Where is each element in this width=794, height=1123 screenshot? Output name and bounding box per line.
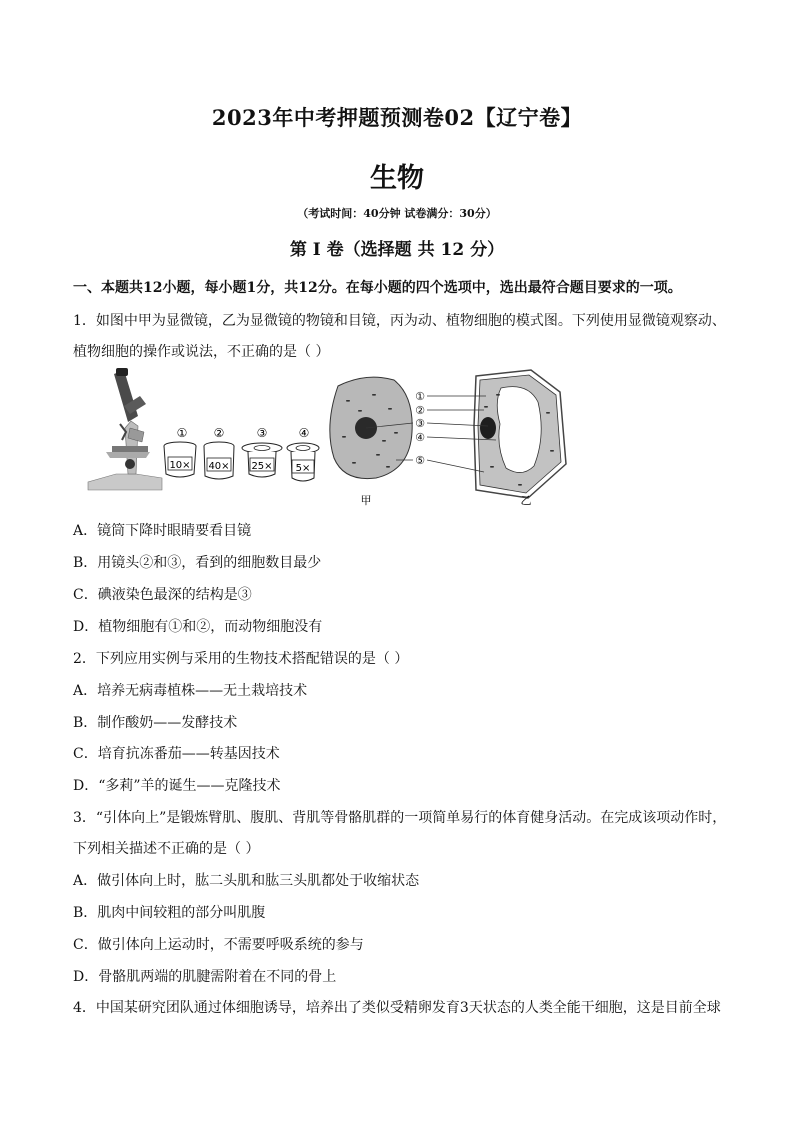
lens-mag-4: 5× bbox=[295, 463, 311, 474]
plant-cell-diagram bbox=[474, 370, 566, 507]
cell-label-1: ① bbox=[415, 390, 425, 403]
q2-option-d: D．“多莉”羊的诞生——克隆技术 bbox=[73, 778, 281, 794]
q3-option-b: B．肌肉中间较粗的部分叫肌腹 bbox=[73, 905, 266, 921]
q2-option-a: A．培养无病毒植株——无土栽培技术 bbox=[73, 683, 308, 699]
lens-number-1: ① bbox=[176, 426, 188, 440]
lens-mag-1: 10× bbox=[169, 460, 191, 471]
q1-stem-line-1: 1．如图中甲为显微镜，乙为显微镜的物镜和目镜，丙为动、植物细胞的模式图。下列使用显微镜观察动、 bbox=[73, 313, 726, 329]
q3-stem-line-2: 下列相关描述不正确的是（ ） bbox=[73, 841, 260, 857]
lens-mag-2: 40× bbox=[208, 461, 230, 472]
lens-number-2: ② bbox=[213, 426, 225, 440]
microscope-cell-figure bbox=[76, 366, 596, 508]
cell-label-4: ④ bbox=[415, 431, 425, 444]
animal-cell-diagram bbox=[330, 377, 412, 507]
q1-option-b: B．用镜头②和③，看到的细胞数目最少 bbox=[73, 555, 322, 571]
part-heading: 第 I 卷（选择题 共 12 分） bbox=[289, 240, 505, 260]
q2-option-b: B．制作酸奶——发酵技术 bbox=[73, 715, 238, 731]
caption-jia: 甲 bbox=[360, 494, 372, 507]
caption-yi: 乙 bbox=[520, 494, 532, 507]
lens-number-4: ④ bbox=[298, 426, 310, 440]
q3-option-a: A．做引体向上时，肱二头肌和肱三头肌都处于收缩状态 bbox=[73, 873, 420, 889]
q2-option-c: C．培育抗冻番茄——转基因技术 bbox=[73, 746, 280, 762]
cell-label-2: ② bbox=[415, 404, 425, 417]
q3-option-d: D．骨骼肌两端的肌腱需附着在不同的骨上 bbox=[73, 969, 337, 985]
lens-group bbox=[164, 426, 319, 481]
q1-option-a: A．镜筒下降时眼睛要看目镜 bbox=[73, 523, 252, 539]
lens-number-3: ③ bbox=[256, 426, 268, 440]
cell-label-5: ⑤ bbox=[415, 454, 425, 467]
exam-meta: （考试时间：40分钟 试卷满分：30分） bbox=[297, 207, 497, 220]
q1-option-d: D．植物细胞有①和②，而动物细胞没有 bbox=[73, 619, 323, 635]
exam-title: 2023年中考押题预测卷02【辽宁卷】 bbox=[211, 105, 583, 130]
q2-stem: 2．下列应用实例与采用的生物技术搭配错误的是（ ） bbox=[73, 651, 409, 667]
q4-stem-line-1: 4．中国某研究团队通过体细胞诱导，培养出了类似受精卵发育3天状态的人类全能干细胞，这是目前全球 bbox=[73, 1000, 721, 1016]
lens-mag-3: 25× bbox=[251, 461, 273, 472]
q1-option-c: C．碘液染色最深的结构是③ bbox=[73, 587, 252, 603]
q1-stem-line-2: 植物细胞的操作或说法，不正确的是（ ） bbox=[73, 344, 330, 360]
cell-label-3: ③ bbox=[415, 417, 425, 430]
q3-option-c: C．做引体向上运动时，不需要呼吸系统的参与 bbox=[73, 937, 364, 953]
microscope-illustration bbox=[88, 368, 162, 490]
subject-title: 生物 bbox=[370, 163, 424, 194]
q3-stem-line-1: 3．“引体向上”是锻炼臂肌、腹肌、背肌等骨骼肌群的一项简单易行的体育健身活动。在完成该项动作时， bbox=[73, 810, 727, 826]
section-instructions: 一、本题共12小题，每小题1分，共12分。在每小题的四个选项中，选出最符合题目要求的一项。 bbox=[73, 280, 682, 296]
